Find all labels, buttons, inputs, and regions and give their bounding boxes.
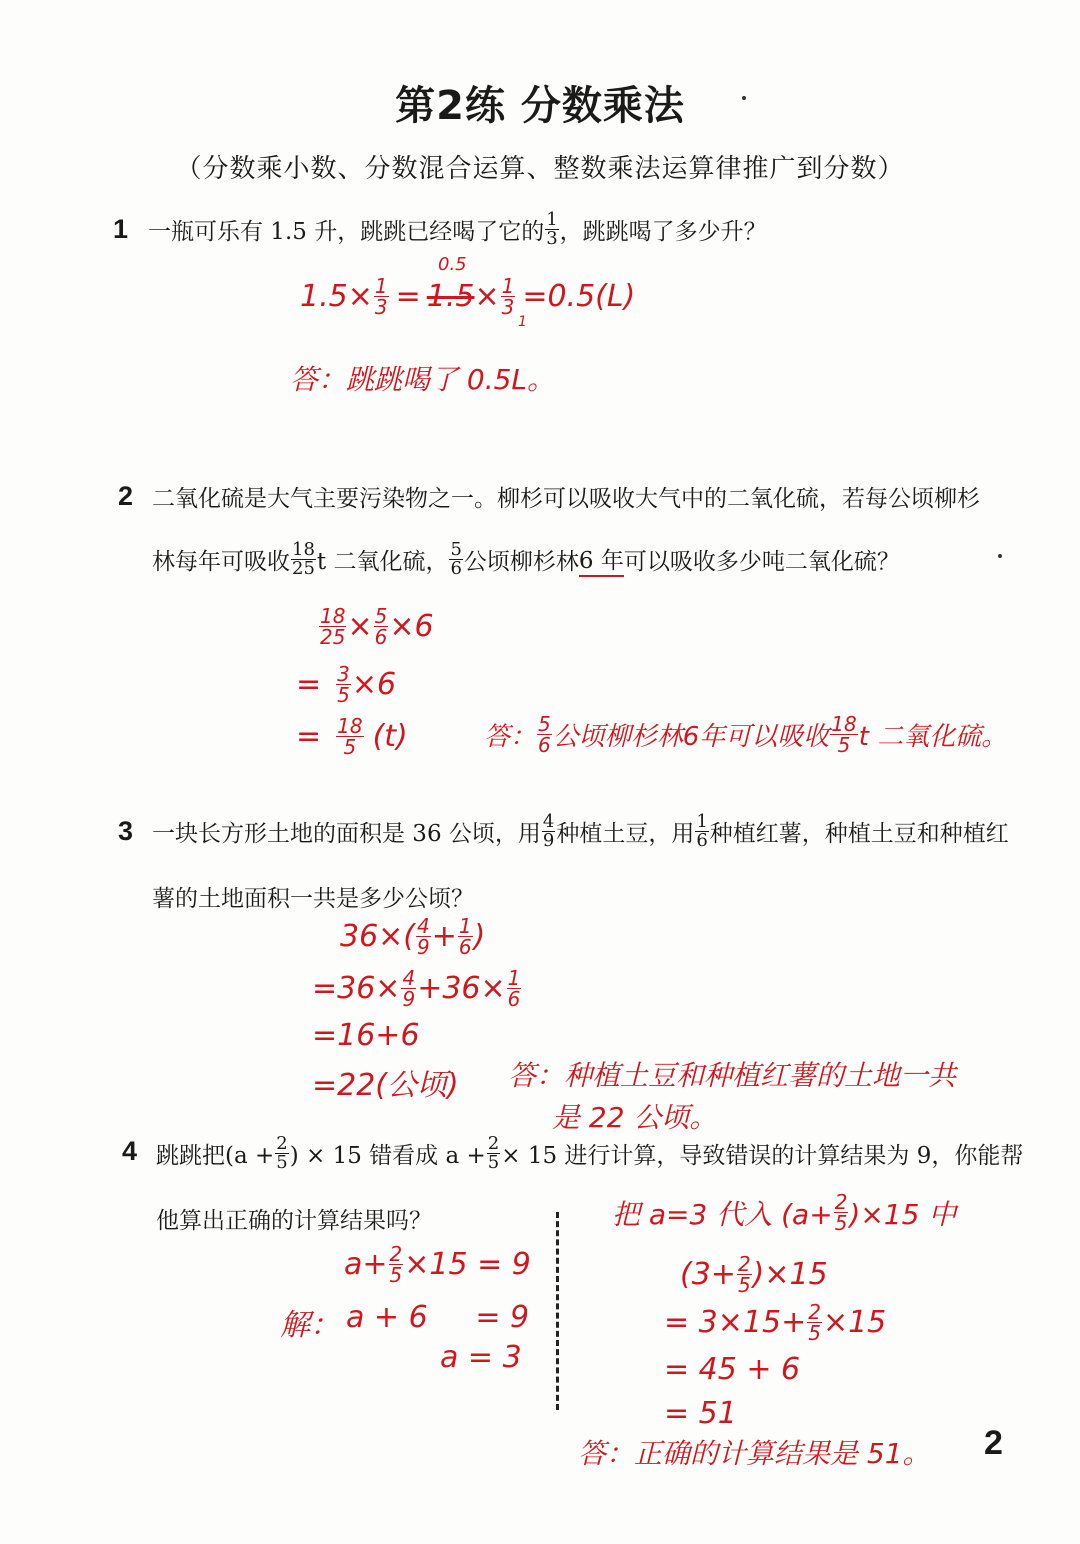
question-3-number: 3 (118, 816, 134, 846)
decor-dot (998, 554, 1002, 558)
q3-work-line-3: =16+6 (312, 1018, 420, 1053)
dashed-divider (556, 1212, 559, 1410)
q1-cancel-above: 0.5 (438, 254, 467, 275)
q2-underline-6-years: 6 年 (579, 542, 624, 577)
q1-work: 1.5× $\frac{1}{3}$ = 1.5 × $\frac{1}{3}$ =0.5(L) (300, 274, 636, 319)
q3-work-line-4: =22(公顷) (312, 1068, 459, 1103)
page-title: 第2练 分数乘法 (395, 83, 685, 129)
q4-left-work-line-2: a + 6 = 9 (346, 1300, 530, 1335)
page-number: 2 (984, 1424, 1003, 1462)
q4-right-work-line-4: = 45 + 6 (664, 1352, 801, 1387)
question-1-number: 1 (113, 214, 129, 244)
q3-work-line-2: =36× $\frac{4}{9}$ +36× $\frac{1}{6}$ (312, 966, 521, 1011)
question-3-line-2: 薯的土地面积一共是多少公顷？ (152, 885, 474, 912)
q1-text-b: ，跳跳喝了多少升？ (559, 218, 767, 245)
page-subtitle: （分数乘小数、分数混合运算、整数乘法运算律推广到分数） (175, 154, 905, 184)
decor-dot (742, 96, 746, 100)
q2-work-line-2: = $\frac{3}{5}$ ×6 (296, 662, 397, 707)
q4-right-work-line-3: = 3×15+ $\frac{2}{5}$ ×15 (664, 1300, 887, 1345)
q2-answer: 答： $\frac{5}{6}$ 公顷柳杉林6年可以吸收 $\frac{18}{5}$ t 二氧化硫。 (484, 712, 1008, 757)
q3-answer-line-1: 答：种植土豆和种植红薯的土地一共 (508, 1059, 957, 1092)
q4-jie-label: 解： (280, 1308, 340, 1343)
question-3-line-1: 一块长方形土地的面积是 36 公顷，用 $\frac{4}{9}$ 种植土豆，用 $\frac{1}{6}$ 种植红薯，种植土豆和种植红 (152, 810, 1009, 851)
q2-work-line-3: = $\frac{18}{5}$ (t) (296, 714, 408, 759)
q4-right-work-line-5: = 51 (664, 1396, 737, 1431)
question-1-text (148, 206, 767, 252)
q4-right-work-line-2: (3+ $\frac{2}{5}$ )×15 (680, 1252, 828, 1297)
q3-answer-line-2: 是 22 公顷。 (552, 1101, 718, 1134)
q2-work-line-1: $\frac{18}{25}$ × $\frac{5}{6}$ ×6 (320, 604, 434, 649)
q4-right-work-line-1: 把 a=3 代入 (a+ $\frac{2}{5}$ )×15 中 (612, 1190, 957, 1235)
q1-cancel-below: 1 (518, 314, 527, 330)
q3-work-line-1: 36×( $\frac{4}{9}$ + $\frac{1}{6}$ ) (340, 914, 486, 959)
q1-fraction: $\frac{1}{3}$ (546, 208, 558, 249)
question-2-line-1: 二氧化硫是大气主要污染物之一。柳杉可以吸收大气中的二氧化硫，若每公顷柳杉 (152, 485, 980, 512)
question-4-number: 4 (122, 1136, 138, 1166)
q4-left-work-line-3: a = 3 (440, 1340, 522, 1375)
question-2-line-2: 林每年可吸收 $\frac{18}{25}$ t 二氧化硫， $\frac{5}{6}$ 公顷柳杉林 6 年 可以吸收多少吨二氧化硫？ (152, 538, 900, 579)
q4-answer: 答：正确的计算结果是 51。 (578, 1437, 931, 1470)
question-2-number: 2 (118, 481, 134, 511)
q4-left-work-line-1: a+ $\frac{2}{5}$ ×15 = 9 (344, 1242, 531, 1287)
q1-answer: 答：跳跳喝了 0.5L。 (290, 363, 556, 396)
question-4-line-2: 他算出正确的计算结果吗？ (156, 1207, 432, 1234)
q1-text-a: 一瓶可乐有 1.5 升，跳跳已经喝了它的 (148, 218, 545, 245)
question-4-line-1: 跳跳把(a + $\frac{2}{5}$ ) × 15 错看成 a + $\frac{2}{5}$ × 15 进行计算，导致错误的计算结果为 9，你能帮 (156, 1132, 1024, 1173)
